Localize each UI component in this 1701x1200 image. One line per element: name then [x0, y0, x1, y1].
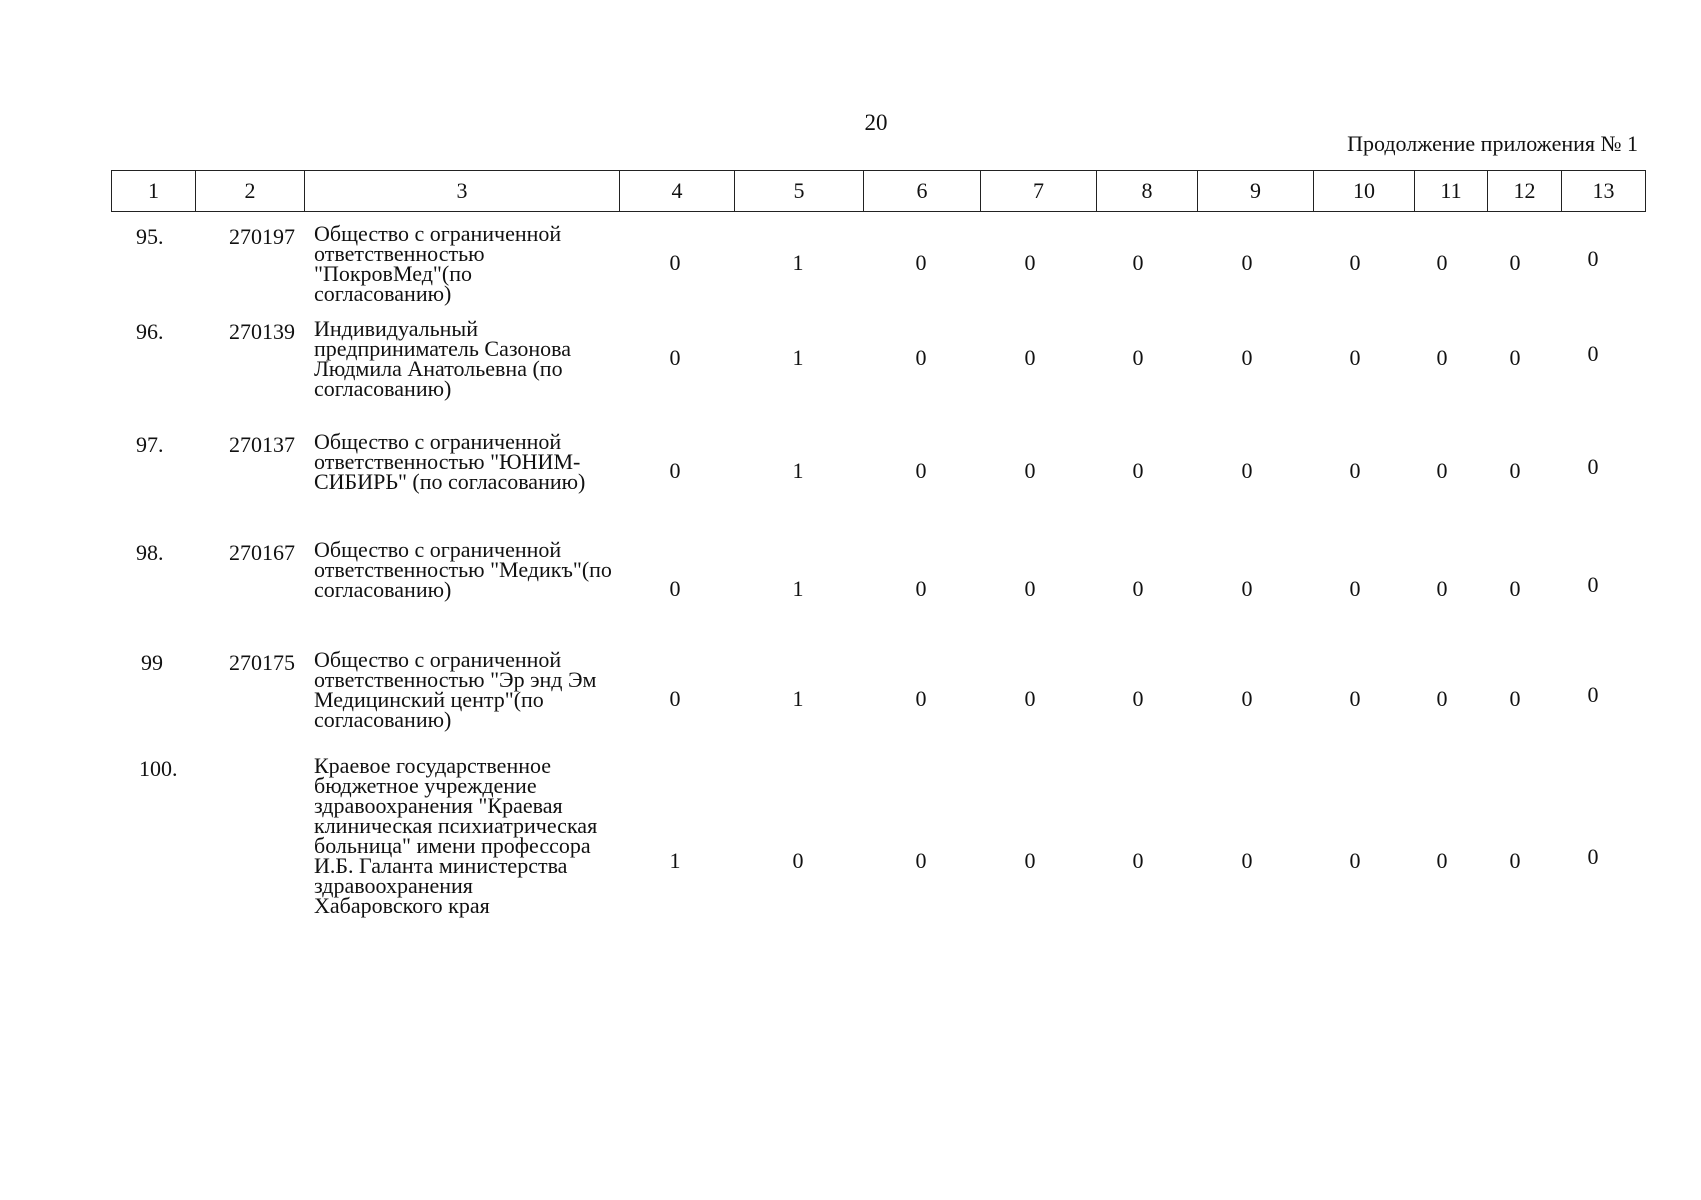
value-cell: 0	[1241, 576, 1253, 601]
value-cell: 0	[1132, 686, 1144, 711]
row-code: 270167	[229, 540, 295, 565]
value-cell: 0	[1587, 572, 1599, 597]
column-header: 1	[112, 171, 196, 212]
value-cell: 0	[1509, 576, 1521, 601]
value-cell: 0	[792, 848, 804, 873]
table-row	[111, 222, 1645, 317]
column-header: 11	[1415, 171, 1488, 212]
value-cell: 0	[1436, 848, 1448, 873]
value-cell: 0	[1587, 844, 1599, 869]
value-cell: 0	[1024, 576, 1036, 601]
value-cell: 0	[1024, 250, 1036, 275]
value-cell: 0	[915, 576, 927, 601]
row-number: 98.	[136, 540, 164, 565]
value-cell: 0	[669, 686, 681, 711]
value-cell: 0	[1132, 576, 1144, 601]
column-header: 13	[1562, 171, 1646, 212]
value-cell: 0	[1024, 848, 1036, 873]
column-header: 6	[864, 171, 981, 212]
column-header: 10	[1314, 171, 1415, 212]
value-cell: 1	[792, 686, 804, 711]
value-cell: 0	[1132, 848, 1144, 873]
column-header-table	[111, 170, 1646, 212]
value-cell: 0	[1132, 345, 1144, 370]
row-number: 100.	[139, 756, 178, 781]
value-cell: 0	[1349, 250, 1361, 275]
row-number: 95.	[136, 224, 164, 249]
column-header: 3	[305, 171, 620, 212]
table-row	[111, 317, 1645, 430]
value-cell: 0	[1349, 458, 1361, 483]
value-cell: 0	[1132, 458, 1144, 483]
value-cell: 1	[792, 458, 804, 483]
value-cell: 0	[1024, 345, 1036, 370]
organization-name: Краевое государственное бюджетное учреждение здравоохранения "Краевая клиническая психиатрическая больница" имени профессора И.Б. Галанта министерства здравоохранения Хабаровского края	[314, 753, 598, 918]
value-cell: 0	[669, 576, 681, 601]
column-header: 12	[1488, 171, 1562, 212]
value-cell: 0	[1509, 848, 1521, 873]
value-cell: 0	[1436, 576, 1448, 601]
value-cell: 0	[1509, 458, 1521, 483]
value-cell: 0	[1241, 848, 1253, 873]
organization-name: Общество с ограниченной ответственностью "ПокровМед"(по согласованию)	[314, 221, 562, 306]
value-cell: 0	[915, 848, 927, 873]
value-cell: 0	[1509, 250, 1521, 275]
row-number: 99	[141, 650, 163, 675]
value-cell: 0	[1241, 250, 1253, 275]
value-cell: 0	[669, 345, 681, 370]
column-header-row	[112, 171, 1646, 212]
row-code: 270197	[229, 224, 295, 249]
column-header: 5	[735, 171, 864, 212]
value-cell: 0	[669, 458, 681, 483]
value-cell: 0	[1349, 686, 1361, 711]
column-header: 2	[196, 171, 305, 212]
row-number: 97.	[136, 432, 164, 457]
value-cell: 0	[1436, 345, 1448, 370]
column-header: 4	[620, 171, 735, 212]
value-cell: 0	[1509, 686, 1521, 711]
organization-name: Индивидуальный предприниматель Сазонова Людмила Анатольевна (по согласованию)	[314, 316, 572, 401]
value-cell: 0	[1436, 250, 1448, 275]
row-number: 96.	[136, 319, 164, 344]
table-row	[111, 538, 1645, 648]
value-cell: 0	[1241, 458, 1253, 483]
table-row	[111, 754, 1645, 954]
annex-caption: Продолжение приложения № 1	[1347, 131, 1638, 156]
value-cell: 0	[1587, 246, 1599, 271]
value-cell: 0	[1024, 458, 1036, 483]
value-cell: 0	[915, 458, 927, 483]
value-cell: 0	[1349, 848, 1361, 873]
value-cell: 0	[915, 686, 927, 711]
page-number: 20	[864, 110, 888, 135]
value-cell: 1	[792, 576, 804, 601]
value-cell: 1	[792, 250, 804, 275]
value-cell: 1	[669, 848, 681, 873]
table-body	[111, 222, 1645, 954]
value-cell: 0	[1436, 458, 1448, 483]
column-header: 7	[981, 171, 1097, 212]
organization-name: Общество с ограниченной ответственностью "Медикъ"(по согласованию)	[314, 537, 612, 602]
column-header: 9	[1198, 171, 1314, 212]
value-cell: 0	[1436, 686, 1448, 711]
organization-name: Общество с ограниченной ответственностью "ЮНИМ-СИБИРЬ" (по согласованию)	[314, 429, 586, 494]
table-row	[111, 430, 1645, 538]
row-code: 270175	[229, 650, 295, 675]
row-code: 270137	[229, 432, 295, 457]
value-cell: 0	[1587, 341, 1599, 366]
value-cell: 0	[915, 250, 927, 275]
column-header: 8	[1097, 171, 1198, 212]
value-cell: 0	[1349, 576, 1361, 601]
value-cell: 0	[1241, 345, 1253, 370]
value-cell: 0	[1587, 454, 1599, 479]
value-cell: 0	[1024, 686, 1036, 711]
row-code: 270139	[229, 319, 295, 344]
table-row	[111, 648, 1645, 754]
value-cell: 0	[669, 250, 681, 275]
organization-name: Общество с ограниченной ответственностью "Эр энд Эм Медицинский центр"(по согласованию)	[314, 647, 597, 732]
value-cell: 0	[915, 345, 927, 370]
value-cell: 1	[792, 345, 804, 370]
value-cell: 0	[1132, 250, 1144, 275]
value-cell: 0	[1241, 686, 1253, 711]
value-cell: 0	[1587, 682, 1599, 707]
value-cell: 0	[1509, 345, 1521, 370]
value-cell: 0	[1349, 345, 1361, 370]
